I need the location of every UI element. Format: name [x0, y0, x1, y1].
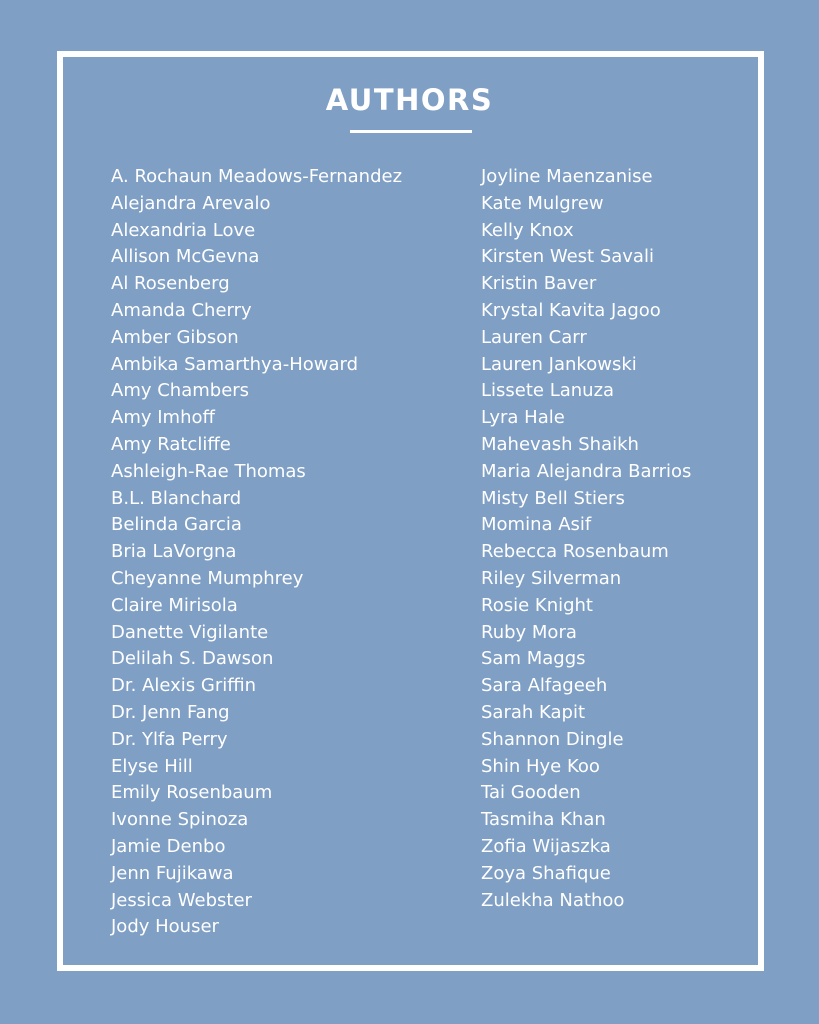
author-name: Mahevash Shaikh	[481, 433, 639, 455]
author-name: Belinda Garcia	[111, 514, 242, 536]
author-name: B.L. Blanchard	[111, 487, 242, 509]
author-name: Jody Houser	[111, 916, 219, 938]
author-name: Tai Gooden	[481, 782, 581, 804]
author-name: Kate Mulgrew	[481, 192, 604, 214]
author-name: Joyline Maenzanise	[481, 166, 653, 187]
author-name: Dr. Alexis Griffin	[111, 675, 257, 697]
author-name: Bria LaVorgna	[111, 541, 237, 563]
author-name: Elyse Hill	[111, 755, 193, 777]
authors-column-right	[481, 164, 751, 914]
author-name: Kristin Baver	[481, 273, 597, 295]
author-name: Amy Imhoff	[111, 407, 215, 429]
author-name: Lissete Lanuza	[481, 380, 615, 402]
author-name: Ruby Mora	[481, 621, 577, 643]
author-name: Claire Mirisola	[111, 594, 238, 616]
author-name: Danette Vigilante	[111, 621, 269, 643]
author-name: Zoya Shafique	[481, 862, 611, 884]
author-name: Misty Bell Stiers	[481, 487, 625, 509]
page-title: AUTHORS	[325, 83, 494, 117]
author-name: Rosie Knight	[481, 594, 593, 616]
author-name: Jamie Denbo	[111, 835, 226, 857]
author-name: Dr. Jenn Fang	[111, 701, 230, 723]
author-name: Kirsten West Savali	[481, 246, 654, 268]
author-name: Delilah S. Dawson	[111, 648, 274, 670]
author-name: Amanda Cherry	[111, 299, 252, 321]
author-name: Sara Alfageeh	[481, 675, 608, 697]
author-name: Sarah Kapit	[481, 701, 586, 723]
author-name: A. Rochaun Meadows-Fernandez	[111, 166, 403, 187]
author-name: Al Rosenberg	[111, 273, 230, 295]
author-name: Sam Maggs	[481, 648, 586, 670]
title-underline	[350, 130, 472, 133]
author-name: Allison McGevna	[111, 246, 260, 268]
author-name: Shin Hye Koo	[481, 755, 600, 777]
author-name: Cheyanne Mumphrey	[111, 567, 304, 589]
author-name: Momina Asif	[481, 514, 592, 536]
author-name: Ivonne Spinoza	[111, 809, 249, 831]
author-name: Rebecca Rosenbaum	[481, 541, 669, 563]
author-name: Jessica Webster	[111, 889, 252, 911]
author-name: Amber Gibson	[111, 326, 239, 348]
author-name: Krystal Kavita Jagoo	[481, 299, 661, 321]
author-name: Shannon Dingle	[481, 728, 624, 750]
author-name: Amy Chambers	[111, 380, 250, 402]
author-name: Riley Silverman	[481, 567, 622, 589]
author-name: Lyra Hale	[481, 407, 565, 429]
author-name: Kelly Knox	[481, 219, 574, 241]
author-name: Amy Ratcliffe	[111, 433, 231, 455]
author-name: Emily Rosenbaum	[111, 782, 273, 804]
author-name: Zulekha Nathoo	[481, 889, 625, 911]
author-name: Tasmiha Khan	[481, 809, 606, 831]
author-name: Lauren Carr	[481, 326, 587, 348]
author-name: Jenn Fujikawa	[111, 862, 234, 884]
author-name: Maria Alejandra Barrios	[481, 460, 692, 482]
author-name: Lauren Jankowski	[481, 353, 637, 375]
author-name: Ashleigh-Rae Thomas	[111, 460, 306, 482]
author-name: Zofia Wijaszka	[481, 835, 611, 857]
author-name: Alexandria Love	[111, 219, 256, 241]
author-name: Ambika Samarthya-Howard	[111, 353, 359, 375]
author-name: Alejandra Arevalo	[111, 192, 271, 214]
author-name: Dr. Ylfa Perry	[111, 728, 228, 750]
authors-column-left	[111, 164, 466, 941]
